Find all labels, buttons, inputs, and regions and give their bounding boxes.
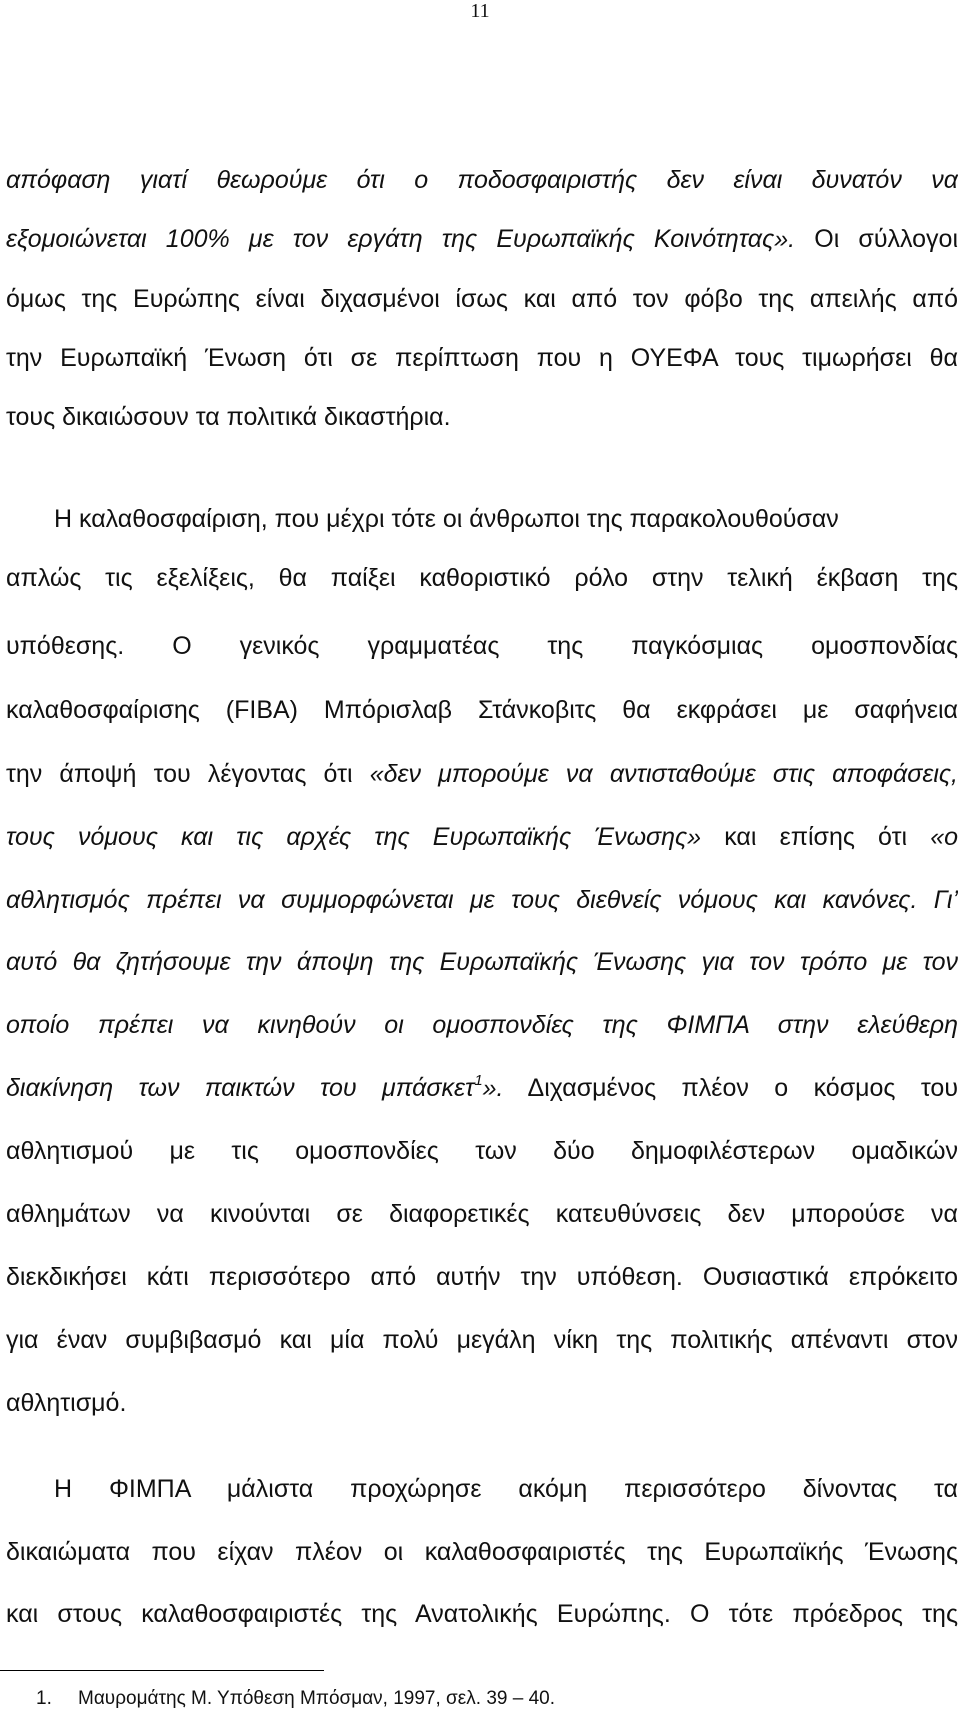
paragraph-2-line-10: [6, 1068, 958, 1108]
quote-text: τους νόμους και τις αρχές της Ευρωπαϊκής Ένωσης»: [6, 823, 702, 851]
quote-text: «δεν μπορούμε να αντισταθούμε στις αποφάσεις,: [369, 760, 958, 788]
paragraph-1-line-1: απόφαση γιατί θεωρούμε ότι ο ποδοσφαιριστής δεν είναι δυνατόν να: [6, 166, 958, 194]
footnote-separator: [0, 1670, 324, 1671]
footnote-text: Μαυρομάτης Μ. Υπόθεση Μπόσμαν, 1997, σελ. 39 – 40.: [78, 1688, 555, 1709]
paragraph-2-line-13: διεκδικήσει κάτι περισσότερο από αυτήν την υπόθεση. Ουσιαστικά επρόκειτο: [6, 1263, 958, 1291]
paragraph-2-line-1: Η καλαθοσφαίριση, που μέχρι τότε οι άνθρωποι της παρακολουθούσαν: [54, 505, 839, 533]
footnote-reference[interactable]: 1: [474, 1072, 483, 1089]
body-text: Διχασμένος πλέον ο κόσμος του: [503, 1074, 958, 1102]
paragraph-3-line-1: Η ΦΙΜΠΑ μάλιστα προχώρησε ακόμη περισσότερο δίνοντας τα: [54, 1475, 958, 1503]
paragraph-1-line-3: όμως της Ευρώπης είναι διχασμένοι ίσως και από τον φόβο της απειλής από: [6, 285, 958, 313]
page-number: 11: [470, 0, 490, 22]
paragraph-1-line-2: [6, 219, 958, 259]
body-text: και επίσης ότι: [701, 823, 931, 851]
paragraph-2-line-5: [6, 754, 958, 794]
footnote-number: 1.: [36, 1688, 52, 1709]
paragraph-2-line-7: αθλητισμός πρέπει να συμμορφώνεται με τους διεθνείς νόμους και κανόνες. Γι’: [6, 886, 958, 914]
quote-text: εξομοιώνεται 100% με τον εργάτη της Ευρωπαϊκής Κοινότητας».: [6, 225, 796, 253]
paragraph-1-line-5: τους δικαιώσουν τα πολιτικά δικαστήρια.: [6, 403, 451, 431]
paragraph-2-line-6: [6, 817, 958, 857]
paragraph-3-line-3: και στους καλαθοσφαιριστές της Ανατολικής Ευρώπης. Ο τότε πρόεδρος της: [6, 1600, 958, 1628]
paragraph-2-line-2: απλώς τις εξελίξεις, θα παίξει καθοριστικό ρόλο στην τελική έκβαση της: [6, 564, 958, 592]
paragraph-2-line-8: αυτό θα ζητήσουμε την άποψη της Ευρωπαϊκής Ένωσης για τον τρόπο με τον: [6, 948, 958, 976]
quote-text: διακίνηση των παικτών του μπάσκετ: [6, 1074, 475, 1102]
paragraph-2-line-9: οποίο πρέπει να κινηθούν οι ομοσπονδίες της ΦΙΜΠΑ στην ελεύθερη: [6, 1011, 958, 1039]
paragraph-2-line-11: αθλητισμού με τις ομοσπονδίες των δύο δημοφιλέστερων ομαδικών: [6, 1137, 958, 1165]
paragraph-2-line-14: για έναν συμβιβασμό και μία πολύ μεγάλη νίκη της πολιτικής απέναντι στον: [6, 1326, 958, 1354]
paragraph-2-line-4: καλαθοσφαίρισης (FIBA) Μπόρισλαβ Στάνκοβιτς θα εκφράσει με σαφήνεια: [6, 696, 958, 724]
paragraph-1-line-4: την Ευρωπαϊκή Ένωση ότι σε περίπτωση που η ΟΥΕΦΑ τους τιμωρήσει θα: [6, 344, 958, 372]
paragraph-2-line-12: αθλημάτων να κινούνται σε διαφορετικές κατευθύνσεις δεν μπορούσε να: [6, 1200, 958, 1228]
quote-close: ».: [482, 1074, 504, 1102]
paragraph-2-line-3: υπόθεσης. Ο γενικός γραμματέας της παγκόσμιας ομοσπονδίας: [6, 632, 958, 660]
body-text: Οι σύλλογοι: [795, 225, 958, 253]
body-text: την άποψή του λέγοντας ότι: [6, 760, 370, 788]
paragraph-3-line-2: δικαιώματα που είχαν πλέον οι καλαθοσφαιριστές της Ευρωπαϊκής Ένωσης: [6, 1538, 958, 1566]
footnote: [36, 1686, 555, 1712]
paragraph-2-line-15: αθλητισμό.: [6, 1389, 127, 1417]
quote-text: «ο: [930, 823, 958, 851]
